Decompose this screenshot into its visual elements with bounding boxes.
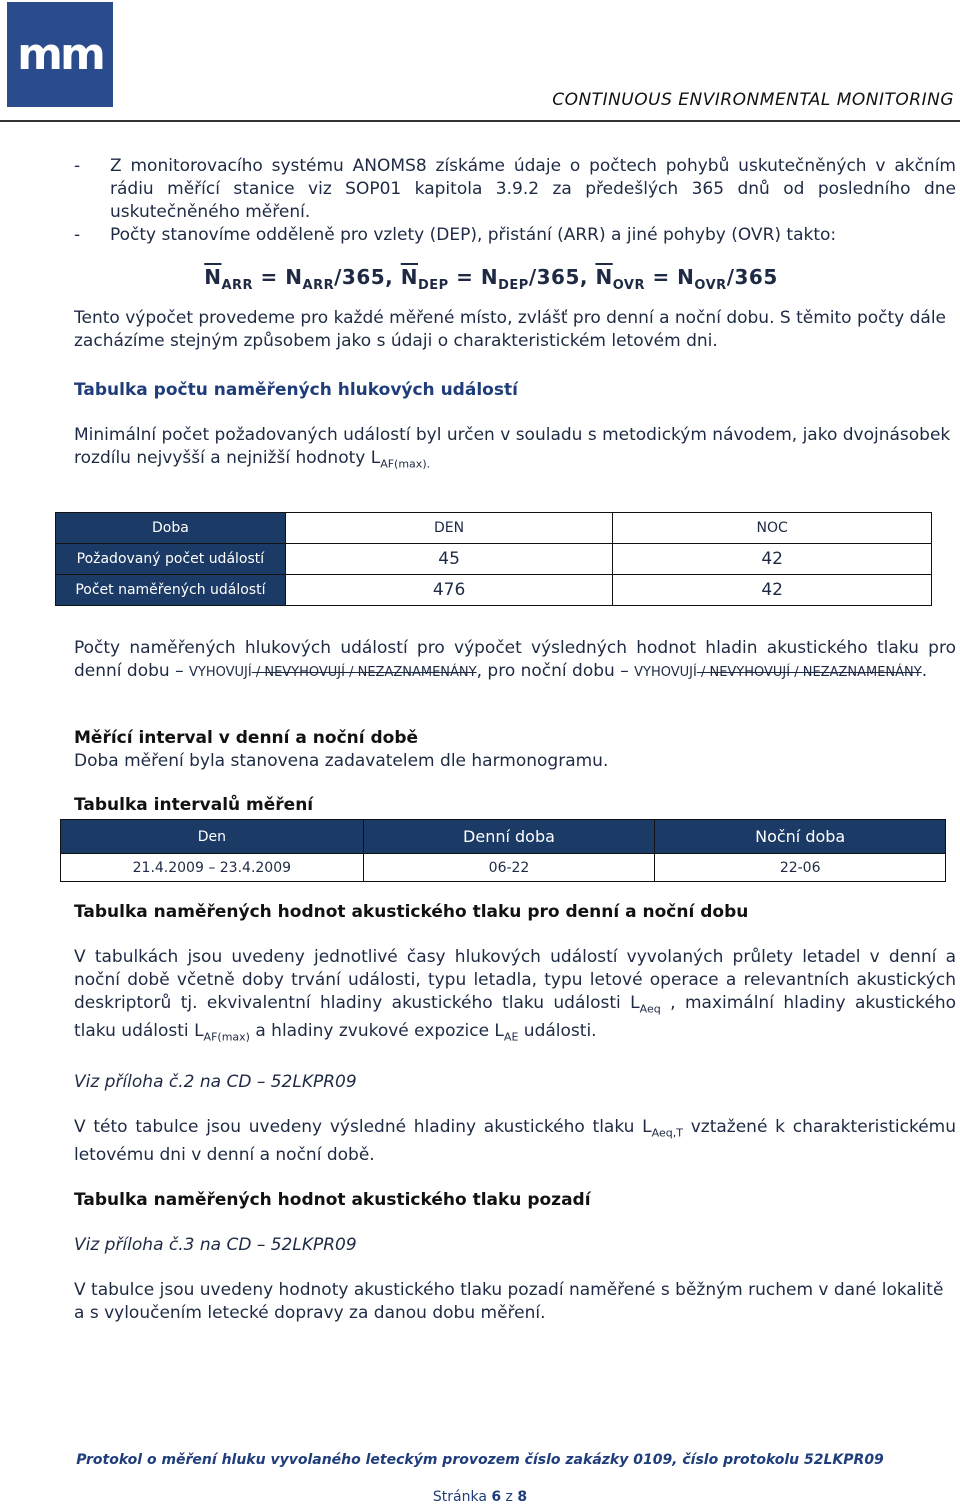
- formula-eq: =: [448, 265, 481, 289]
- min-events-sub: AF(max).: [380, 457, 431, 471]
- formula-sep: ,: [579, 265, 596, 289]
- status-struck-day: / NEVYHOVUJÍ / NEZAZNAMENÁNY: [251, 665, 477, 680]
- min-events-text: Minimální počet požadovaných událostí byl určen v souladu s metodickým návodem, jako dvojnásobek rozdílu nejvyšší a nejnižší hodnoty L: [74, 425, 951, 468]
- current-page: 6: [491, 1489, 502, 1505]
- formula: [74, 265, 956, 293]
- status-ok-day: VYHOVUJÍ: [189, 665, 252, 680]
- values-text: události.: [518, 1021, 597, 1042]
- formula-div: /365: [726, 265, 778, 289]
- table-header-cell: Denní doba: [363, 820, 655, 854]
- formula-n-bar: $\overline{N}$: [400, 265, 418, 289]
- formula-sub: OVR: [612, 278, 645, 293]
- formula-sep: ,: [385, 265, 401, 289]
- formula-div: /365: [528, 265, 580, 289]
- cell-den: 45: [285, 544, 613, 575]
- table-header-cell: Doba: [56, 513, 286, 544]
- table-header-cell: NOC: [613, 513, 932, 544]
- table-header-cell: Den: [61, 820, 364, 854]
- formula-eq: =: [644, 265, 678, 289]
- cell-night: 22-06: [655, 854, 946, 882]
- events-table: [55, 512, 932, 606]
- bullet-dash: -: [74, 156, 81, 176]
- interval-table-heading: Tabulka intervalů měření: [74, 795, 314, 815]
- calc-paragraph: Tento výpočet provedeme pro každé měřené místo, zvlášť pro denní a noční dobu. S těmito počty dále zacházíme stejným způsobem jako s údaji o charakteristickém letovém dni.: [74, 308, 947, 351]
- formula-sub: OVR: [694, 278, 727, 293]
- cell-noc: 42: [613, 544, 932, 575]
- events-heading: Tabulka počtu naměřených hlukových událostí: [74, 380, 518, 400]
- table-header-cell: Noční doba: [655, 820, 946, 854]
- bullet-item: [74, 155, 956, 224]
- attachment-ref-3: Viz příloha č.3 na CD – 52LKPR09: [74, 1235, 357, 1256]
- values-text: , maximální hladiny akustického tlaku události L: [74, 993, 956, 1042]
- values-text: V tabulkách jsou uvedeny jednotlivé časy hlukových událostí vyvolaných průlety letadel v denní a noční době včetně doby trvání události, typu letadla, typu letové operace a relevantních akustických deskriptorů tj. ekvivalentní hladiny akustického tlaku události L: [74, 947, 956, 1013]
- formula-div: /365: [334, 265, 386, 289]
- results-sub: Aeq,T: [651, 1126, 683, 1140]
- counts-text: [74, 637, 956, 684]
- background-heading: Tabulka naměřených hodnot akustického tlaku pozadí: [74, 1190, 591, 1211]
- formula-n: N: [677, 265, 695, 289]
- table-header-row: [61, 820, 946, 854]
- status-struck-night: / NEVYHOVUJÍ / NEZAZNAMENÁNY: [696, 665, 922, 680]
- page-number: [0, 1489, 960, 1505]
- formula-sub: ARR: [302, 278, 335, 293]
- values-heading: Tabulka naměřených hodnot akustického tlaku pro denní a noční dobu: [74, 902, 749, 922]
- formula-sub: ARR: [221, 278, 254, 293]
- bullet-text: Počty stanovíme odděleně pro vzlety (DEP), přistání (ARR) a jiné pohyby (OVR) takto:: [110, 225, 837, 245]
- values-paragraph: [74, 946, 956, 1049]
- counts-paragraph: [74, 637, 956, 684]
- header-title: CONTINUOUS ENVIRONMENTAL MONITORING: [552, 90, 954, 110]
- results-text: vztažené k charakteristickému letovému dni v denní a noční době.: [74, 1116, 956, 1166]
- table-row: [61, 854, 946, 882]
- values-sub: AE: [503, 1030, 519, 1044]
- counts-intro: Počty naměřených hlukových událostí pro výpočet výsledných hodnot hladin akustického tlaku pro denní dobu –: [74, 638, 956, 681]
- bullet-text: Z monitorovacího systému ANOMS8 získáme údaje o počtech pohybů uskutečněných v akčním rádiu měřící stanice viz SOP01 kapitola 3.9.2 za předešlých 365 dnů od posledního dne uskutečněného měření.: [110, 156, 956, 222]
- formula-sub: DEP: [498, 278, 529, 293]
- formula-n-bar: $\overline{N}$: [595, 265, 613, 289]
- values-text: a hladiny zvukové expozice L: [249, 1021, 504, 1042]
- cell-noc: 42: [613, 575, 932, 606]
- table-header-row: [56, 513, 932, 544]
- formula-sub: DEP: [417, 278, 449, 293]
- top-content: [74, 155, 956, 475]
- row-label: Počet naměřených událostí: [56, 575, 286, 606]
- interval-heading: Měřící interval v denní a noční době: [74, 728, 419, 748]
- page-prefix: Stránka: [432, 1489, 492, 1505]
- total-pages: 8: [517, 1489, 528, 1505]
- formula-n: N: [480, 265, 499, 289]
- bullet-dash: -: [74, 225, 81, 245]
- page-mid: z: [501, 1489, 518, 1505]
- logo-text: mm: [17, 29, 103, 80]
- interval-section: [74, 727, 956, 817]
- formula-eq: =: [253, 265, 286, 289]
- cell-day: 06-22: [363, 854, 655, 882]
- attachment-ref-2: Viz příloha č.2 na CD – 52LKPR09: [74, 1071, 357, 1092]
- results-text: V této tabulce jsou uvedeny výsledné hladiny akustického tlaku L: [74, 1116, 652, 1137]
- table-row: [56, 544, 932, 575]
- table-row: [56, 575, 932, 606]
- cell-date: 21.4.2009 – 23.4.2009: [61, 854, 364, 882]
- company-logo: [7, 2, 113, 107]
- cell-den: 476: [285, 575, 613, 606]
- formula-n: N: [285, 265, 303, 289]
- bullet-item: [74, 224, 956, 247]
- table-header-cell: DEN: [285, 513, 613, 544]
- values-sub: AF(max): [203, 1030, 250, 1044]
- counts-mid: , pro noční dobu –: [476, 661, 635, 681]
- interval-paragraph: Doba měření byla stanovena zadavatelem dle harmonogramu.: [74, 751, 609, 771]
- values-sub: Aeq: [639, 1002, 661, 1016]
- header-divider: [0, 120, 960, 122]
- min-events-paragraph: [74, 424, 956, 475]
- background-paragraph: V tabulce jsou uvedeny hodnoty akustického tlaku pozadí naměřené s běžným ruchem v dané lokalitě a s vyloučením letecké dopravy za danou dobu měření.: [74, 1280, 944, 1324]
- formula-n-bar: $\overline{N}$: [204, 265, 222, 289]
- row-label: Požadovaný počet událostí: [56, 544, 286, 575]
- results-paragraph: [74, 1116, 956, 1167]
- status-ok-night: VYHOVUJÍ: [634, 665, 697, 680]
- counts-end: .: [921, 661, 928, 681]
- interval-table: [60, 819, 946, 882]
- lower-content: [74, 901, 956, 1325]
- footer-note: Protokol o měření hluku vyvolaného leteckým provozem číslo zakázky 0109, číslo protokolu 52LKPR09: [76, 1452, 884, 1468]
